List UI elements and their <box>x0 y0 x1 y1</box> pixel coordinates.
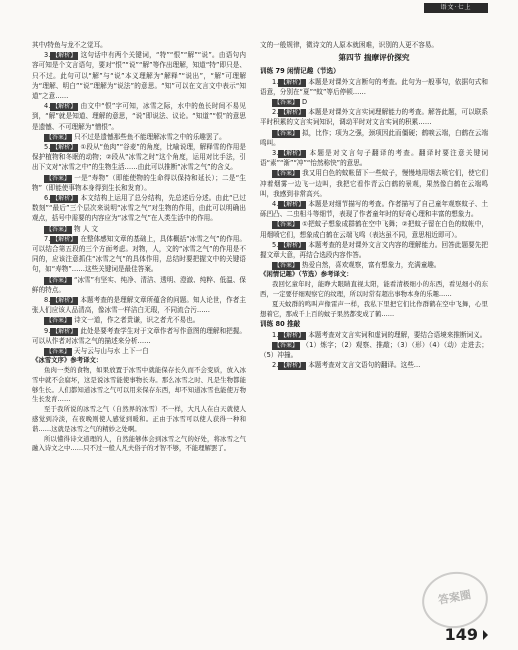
analysis-text: 本题是对文言句子翻译的考查。翻译时要注意关键词语“素”“渐”“冲”“怡然称快”的意思。 <box>260 149 488 168</box>
analysis-paragraph <box>260 240 488 260</box>
answer-label: 【答案】 <box>274 99 299 107</box>
answer-paragraph <box>260 340 488 360</box>
analysis-paragraph <box>32 142 246 173</box>
answer-text: 拟，比作；项为之强，颈项因此而僵硬；鹤唳云端，白鹤在云端鸣叫。 <box>260 128 488 147</box>
item-number: 7. <box>44 234 51 243</box>
item-number: 3. <box>272 149 279 158</box>
answer-paragraph <box>260 260 488 270</box>
analysis-text: 在整体感知文章的基础上，具体概括“冰雪之气”的作用。可以结合第五段的三个方面考虑。对物，人，文的“冰雪之气”的作用是不同的，应该注意抓住“冰雪之气”的具体作用，总结时要把握文中的关键语句，如“寿物”……这些关键词是最佳答案。 <box>32 234 246 274</box>
analysis-paragraph <box>32 101 246 132</box>
answer-text: D <box>302 98 308 107</box>
analysis-paragraph <box>260 77 488 97</box>
analysis-text: 本题考查对文言文语句的翻译。这些… <box>308 361 421 370</box>
section-heading: 第四节 揣摩评价探究 <box>338 53 410 63</box>
answer-text: 热爱自然，喜欢观察，富有想象力，充满童趣。 <box>302 261 441 270</box>
analysis-text: ①段从“鱼肉”“谷麦”的角度，比喻说理，解释雪的作用是保护植物和冬眠的动物；②段从“冰雪之时”这个角度，运用对比手法，引出下文对“冰雪之中”的生物生活……由此可以推断“冰雪之气”的含义。 <box>32 143 246 172</box>
answer-paragraph <box>32 224 246 234</box>
analysis-text: 此处是要考查学生对于文章作者写作意图的理解和把握。可以从作者对冰雪之气的描述来分析…… <box>32 326 246 345</box>
analysis-text: 本题考查的是对课外文言文内容的理解能力。回答此题要先把握文章大意，再结合选段内容作答。 <box>260 240 488 260</box>
answer-text: 一是“寿物”（即能使物的生命得以保持和延长）；二是“生物”（即能使事物本身得到生长和发育）。 <box>32 173 246 192</box>
analysis-label: 【解析】 <box>52 327 77 335</box>
answer-label: 【答案】 <box>274 170 299 178</box>
analysis-paragraph <box>32 295 246 315</box>
translation-paragraph: 鱼肉一类的食物，如果放置于冰雪中就能保存长久而不会变质，放入冰雪中就不会腐坏，这是说冰雪能使事物长寿。那么冰雪之时、凡是生物都能够生长。人们都知道冰雪之气可以用来保存东西，却不知道冰雪也能使万物生长发育…… <box>32 366 246 404</box>
analysis-label: 【解析】 <box>280 109 305 117</box>
left-column <box>32 40 246 640</box>
analysis-label: 【解析】 <box>52 144 77 152</box>
analysis-text: 本题考查对文言实词和虚词的理解，要结合语境来推断词义。 <box>308 330 487 339</box>
answer-text: （1）炼字；（2）观察、推敲；（3）（形）（4）（动）走进去；（5）冲撞。 <box>260 340 488 360</box>
analysis-paragraph <box>260 360 488 370</box>
item-number: 8. <box>44 296 51 305</box>
answer-label: 【答案】 <box>274 341 299 349</box>
analysis-label: 【解析】 <box>280 331 305 339</box>
item-number: 4. <box>44 102 51 111</box>
answer-label: 【答案】 <box>46 348 71 356</box>
answer-paragraph <box>260 219 488 239</box>
analysis-text: 本题是对课外文言断句的考查。此句为一般事句，依据句式和语意，分别在“夏”“蚊”等后停顿…… <box>260 77 488 96</box>
analysis-paragraph <box>260 148 488 168</box>
answer-paragraph <box>260 97 488 107</box>
analysis-label: 【解析】 <box>280 241 305 249</box>
analysis-paragraph <box>32 234 246 275</box>
answer-paragraph <box>32 275 246 295</box>
answer-text: 我又用白色的蚊帐留下一些蚊子，慢慢地用烟去喷它们，使它们冲着烟雾一边飞一边叫，我把它看作青云白鹤的景观，果然像白鹤在云端鸣叫，我感到非常高兴。 <box>260 169 488 198</box>
item-number: 9. <box>44 326 51 335</box>
text-paragraph: 其中/特鱼与龙不之觉耳。 <box>32 41 107 49</box>
page-number: 149 <box>444 625 478 644</box>
answer-text: ①把蚊子想象成群鹤在空中飞舞；②把蚊子留在白色的蚊帐中，用烟喷它们，想象成白鹤在云端飞鸣（表达虽不同，意思相近即可）。 <box>260 220 488 239</box>
right-column <box>260 40 488 625</box>
answer-label: 【答案】 <box>46 133 71 141</box>
item-number: 5. <box>44 143 51 152</box>
analysis-label: 【解析】 <box>280 150 305 158</box>
answer-label: 【答案】 <box>274 262 299 270</box>
item-number: 2. <box>272 108 279 117</box>
item-number: 3. <box>44 51 51 60</box>
analysis-paragraph <box>260 199 488 219</box>
answer-text: 只不过是遗憾那些鱼不能理解冰雪之中的乐趣罢了。 <box>74 132 226 141</box>
answer-paragraph <box>32 315 246 325</box>
translation-paragraph: 至于我所说的冰雪之气（自然界的冰雪）不一样，大凡人在白天就使人感觉到冷淡，在夜晚则使人感觉到暖和。正由于冰雪可以使人获得一种和谐……这就是冰雪之气的精妙之处啊。 <box>32 405 246 433</box>
answer-label: 【答案】 <box>46 276 71 284</box>
item-number: 1. <box>272 330 279 339</box>
item-number: 6. <box>44 194 51 203</box>
answer-label: 【答案】 <box>274 221 299 229</box>
answer-paragraph <box>32 173 246 193</box>
analysis-paragraph <box>260 330 488 340</box>
analysis-text: 由文中“恨”字可知，冰雪之际，水中的鱼长时间不易见到，“解”就是知道、理解的意思，“说”即说法、议论。“知道”“恨”的意思是遗憾、不可理解为“憎恨”。 <box>32 102 246 131</box>
answer-text: “冰雪”有坚实、纯净、清洁、透明、澄澈、纯粹、低温、保鲜的特点。 <box>32 275 246 294</box>
answer-text: 物 人 文 <box>74 224 98 233</box>
item-number: 5. <box>272 240 279 249</box>
analysis-text: 本题是对细节描写的考查。作者描写了自己童年观察蚊子、土砾凹凸、二虫相斗等细节，表现了作者童年时的好奇心理和丰富的想象力。 <box>260 200 488 219</box>
analysis-paragraph <box>32 50 246 101</box>
answer-text: 诗文一道，作之者贵谦，识之者尤不易也。 <box>74 316 200 325</box>
translation-title: 《冰雪文序》参考译文： <box>32 356 103 365</box>
text-paragraph: 文的一般规律，微诗文的人原本就困难，识别的人更不容易。 <box>260 41 439 49</box>
item-number: 2. <box>272 361 279 370</box>
answer-paragraph <box>260 128 488 148</box>
translation-title: 《闲情记趣》（节选）参考译文： <box>260 270 353 279</box>
analysis-label: 【解析】 <box>280 201 305 209</box>
item-number: 1. <box>272 77 279 86</box>
answer-label: 【答案】 <box>46 225 71 233</box>
analysis-label: 【解析】 <box>280 362 305 370</box>
analysis-text: 本题考查的是理解文章所蕴含的问题。知人论世，作者主张人们应该人品清高，像冰雪一样洁白无瑕，不同流合污…… <box>32 296 246 315</box>
answer-label: 【答案】 <box>46 174 71 182</box>
answer-label: 【答案】 <box>274 129 299 137</box>
analysis-label: 【解析】 <box>52 52 77 60</box>
exercise-heading: 训练 80 推敲 <box>260 320 301 329</box>
analysis-paragraph <box>32 326 246 346</box>
translation-paragraph: 我回忆童年时，能睁大眼睛直视太阳，能看清极细小的东西，看见细小的东西，一定要仔细观察它的纹理，所以时常有超出事物本身的乐趣…… <box>260 280 488 299</box>
analysis-paragraph <box>260 107 488 127</box>
analysis-text: 本题是对课外文言实词理解能力的考查。解答此题，可以联系平时积累的文言实词知识，调动平时对文言实词的积累…… <box>260 108 488 127</box>
analysis-text: 这句话中有两个关键词，“特”“恨”“解”“说”。由语句内容可知是个文言语句，要对“恨”“说”“解”等作出理解，知道“特”即只是、只不过。此句可以“解”与“说”本义理解为“解释”“说出”，“解”可理解为“理解、明白”“说”理解为“说法”的意思。“知”可以在文言文中表示“知道”之意…… <box>32 51 246 101</box>
exercise-heading: 训练 79 闲情记趣（节选） <box>260 67 340 76</box>
answer-text: 天与云与山与水 上下一白 <box>74 347 149 356</box>
item-number: 4. <box>272 200 279 209</box>
page-marker-icon <box>483 630 488 640</box>
watermark-stamp: 答案圈 <box>418 567 493 634</box>
answer-paragraph <box>32 132 246 142</box>
answer-paragraph <box>260 168 488 199</box>
analysis-label: 【解析】 <box>52 235 77 243</box>
translation-paragraph: 夏天蚊群的鸣叫声像雷声一样，我私下里把它们比作群鹤在空中飞舞，心里想着它，那成千上百的蚊子果然都变成了鹤…… <box>260 299 488 318</box>
analysis-text: 本文结构上运用了总分结构，先总述后分述。由此“已过数刻”“最后”三个层次来说明“冰雪之气”对生物的作用，由此可以明确出观点，括号中需要的内容应为“冰雪之气”在人类生活中的作用。 <box>32 194 246 223</box>
translation-paragraph: 所以懂得诗文道理的人，自然能够体会到冰雪之气的好处，将冰雪之气融入诗文之中……只不过一般人凡夫俗子的才智不够，不能理解罢了。 <box>32 434 246 453</box>
answer-paragraph <box>32 346 246 356</box>
analysis-label: 【解析】 <box>52 103 77 111</box>
analysis-paragraph <box>32 193 246 224</box>
analysis-label: 【解析】 <box>52 297 77 305</box>
answer-label: 【答案】 <box>46 317 71 325</box>
analysis-label: 【解析】 <box>52 195 77 203</box>
header-tab: 语文·七上 <box>424 3 488 13</box>
analysis-label: 【解析】 <box>280 78 305 86</box>
